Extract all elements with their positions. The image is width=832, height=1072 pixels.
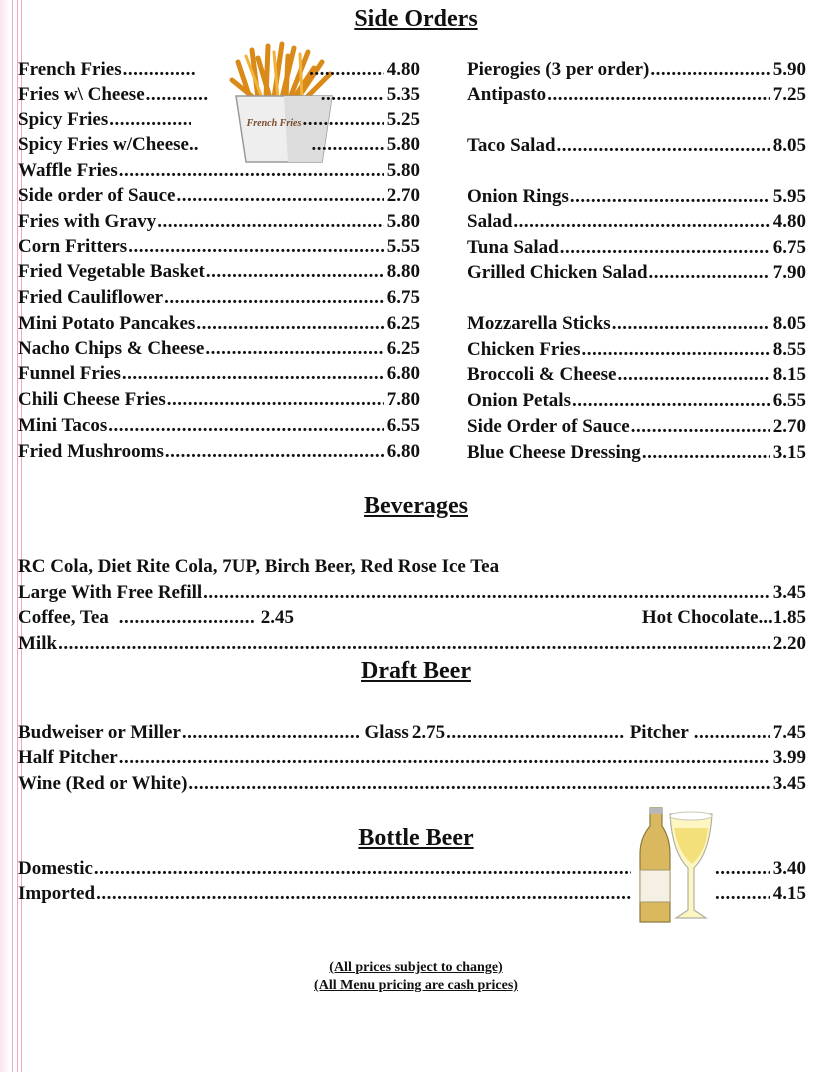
menu-item <box>467 339 806 361</box>
item-price: 6.55 <box>772 390 806 411</box>
item-price: 2.45 <box>260 607 294 628</box>
dot-leader <box>311 134 383 156</box>
menu-item <box>18 313 420 335</box>
item-price: 8.05 <box>772 313 806 334</box>
dot-leader <box>694 722 770 744</box>
dot-leader <box>58 633 770 655</box>
item-name: Milk <box>18 633 58 654</box>
menu-item <box>642 607 806 629</box>
dot-leader <box>196 313 383 335</box>
dot-leader <box>123 59 198 81</box>
item-name: Onion Rings <box>467 186 569 207</box>
item-name: Fried Cauliflower <box>18 287 164 308</box>
item-price: 5.80 <box>386 134 420 155</box>
dot-leader <box>642 442 770 464</box>
soda-list: RC Cola, Diet Rite Cola, 7UP, Birch Beer, Red Rose Ice Tea <box>18 556 500 577</box>
item-name: Corn Fritters <box>18 236 128 257</box>
item-price: 6.25 <box>386 313 420 334</box>
menu-item <box>467 237 806 259</box>
item-price: 7.90 <box>772 262 806 283</box>
item-name: Large With Free Refill <box>18 582 203 603</box>
item-price: 3.15 <box>772 442 806 463</box>
beer-bottle-glass-illustration <box>636 806 716 926</box>
item-price: 3.45 <box>772 582 806 603</box>
item-name: Domestic <box>18 858 93 879</box>
menu-item <box>18 415 420 437</box>
dot-leader <box>206 261 384 283</box>
dot-leader <box>96 883 631 905</box>
item-price: 5.35 <box>386 84 421 105</box>
menu-item <box>467 186 806 208</box>
bottle-beer-heading: Bottle Beer <box>358 825 474 851</box>
item-price: 5.80 <box>386 211 420 232</box>
item-price: 8.15 <box>772 364 806 385</box>
item-name: Salad <box>467 211 513 232</box>
menu-item <box>467 135 806 157</box>
dot-leader <box>94 858 631 880</box>
dot-leader <box>157 211 383 233</box>
menu-item <box>18 747 806 769</box>
item-name: Hot Chocolate... <box>641 607 773 628</box>
price-change-note: (All prices subject to change) <box>329 960 503 975</box>
dot-leader <box>128 236 384 258</box>
dot-leader <box>446 722 625 744</box>
dot-leader <box>560 237 770 259</box>
cash-price-note: (All Menu pricing are cash prices) <box>314 978 518 993</box>
item-price: 2.70 <box>386 185 420 206</box>
menu-item-price-row <box>714 883 806 905</box>
item-name: Spicy Fries w/Cheese.. <box>18 134 199 155</box>
dot-leader <box>122 363 384 385</box>
dot-leader <box>203 582 770 604</box>
dot-leader <box>570 186 770 208</box>
item-name: Fried Mushrooms <box>18 441 164 462</box>
item-price: 7.80 <box>386 389 420 410</box>
item-name: Half Pitcher <box>18 747 118 768</box>
item-name: Mozzarella Sticks <box>467 313 611 334</box>
item-price: 8.55 <box>772 339 806 360</box>
menu-item <box>18 134 420 156</box>
dot-leader <box>205 338 383 360</box>
menu-item <box>467 313 806 335</box>
menu-item <box>18 287 420 309</box>
menu-item <box>18 883 632 905</box>
item-price: 5.55 <box>386 236 420 257</box>
item-name: Wine (Red or White) <box>18 773 188 794</box>
menu-item <box>18 363 420 385</box>
dot-leader <box>146 84 209 106</box>
item-price: 8.05 <box>772 135 806 156</box>
item-name: Nacho Chips & Cheese <box>18 338 205 359</box>
dot-leader <box>119 747 770 769</box>
item-price: 6.75 <box>386 287 420 308</box>
item-price: 5.80 <box>386 160 420 181</box>
item-name: Blue Cheese Dressing <box>467 442 641 463</box>
dot-leader <box>108 415 384 437</box>
item-name: Chili Cheese Fries <box>18 389 166 410</box>
dot-leader <box>188 773 769 795</box>
menu-item <box>18 59 420 81</box>
dot-leader <box>309 59 384 81</box>
menu-item <box>18 582 806 604</box>
item-price: 4.15 <box>772 883 806 904</box>
pitcher-label: Pitcher <box>629 722 689 743</box>
glass-label: Glass <box>364 722 409 743</box>
menu-item <box>467 84 806 106</box>
item-price: 4.80 <box>386 59 420 80</box>
item-price: 6.75 <box>772 237 806 258</box>
item-name: Onion Petals <box>467 390 571 411</box>
menu-item <box>18 338 420 360</box>
dot-leader <box>715 858 770 880</box>
dot-leader <box>109 109 190 131</box>
dot-leader <box>321 84 384 106</box>
item-name: Budweiser or Miller <box>18 722 181 743</box>
item-name: Fries w\ Cheese <box>18 84 145 105</box>
item-name: Funnel Fries <box>18 363 121 384</box>
item-name: Waffle Fries <box>18 160 118 181</box>
menu-item <box>18 211 420 233</box>
item-name: Antipasto <box>467 84 547 105</box>
menu-item <box>467 442 806 464</box>
item-price: 3.99 <box>772 747 806 768</box>
dot-leader <box>182 722 361 744</box>
item-name: Side order of Sauce <box>18 185 176 206</box>
menu-item <box>18 858 632 880</box>
item-price: 6.25 <box>386 338 420 359</box>
menu-item <box>18 261 420 283</box>
item-name: Spicy Fries <box>18 109 109 130</box>
menu-item <box>18 160 420 182</box>
item-name: Grilled Chicken Salad <box>467 262 648 283</box>
item-name: Tuna Salad <box>467 237 559 258</box>
item-price: 8.80 <box>386 261 420 282</box>
page-edge-tint <box>0 0 10 1072</box>
beverages-heading: Beverages <box>364 493 468 519</box>
item-price: 3.45 <box>772 773 806 794</box>
dot-leader <box>164 287 384 309</box>
item-name: Broccoli & Cheese <box>467 364 617 385</box>
menu-item <box>467 59 806 81</box>
item-name: Imported <box>18 883 96 904</box>
dot-leader <box>119 607 255 629</box>
dot-leader <box>649 262 770 284</box>
item-price: 5.95 <box>772 186 806 207</box>
menu-item <box>18 633 806 655</box>
margin-line <box>12 0 13 1072</box>
pitcher-price: 7.45 <box>772 722 807 743</box>
menu-item <box>467 416 806 438</box>
dot-leader <box>513 211 769 233</box>
dot-leader <box>631 416 770 438</box>
dot-leader <box>715 883 770 905</box>
menu-item <box>18 185 420 207</box>
dot-leader <box>303 109 384 131</box>
menu-item <box>18 441 420 463</box>
item-price: 6.80 <box>386 441 420 462</box>
dot-leader <box>547 84 770 106</box>
item-name: Chicken Fries <box>467 339 581 360</box>
menu-item <box>18 84 420 106</box>
menu-item <box>18 773 806 795</box>
dot-leader <box>612 313 770 335</box>
menu-item <box>467 364 806 386</box>
menu-item <box>467 262 806 284</box>
item-price: 1.85 <box>772 607 806 628</box>
item-price: 6.55 <box>386 415 420 436</box>
item-price: 6.80 <box>386 363 420 384</box>
dot-leader <box>572 390 770 412</box>
item-price: 4.80 <box>772 211 806 232</box>
glass-price: 2.75 <box>411 722 446 743</box>
item-price: 3.40 <box>772 858 806 879</box>
dot-leader <box>557 135 770 157</box>
menu-item <box>18 722 806 744</box>
item-name: Fries with Gravy <box>18 211 157 232</box>
item-name: Mini Potato Pancakes <box>18 313 196 334</box>
dot-leader <box>650 59 769 81</box>
dot-leader <box>167 389 384 411</box>
side-orders-heading: Side Orders <box>354 6 478 32</box>
item-name: Mini Tacos <box>18 415 108 436</box>
dot-leader <box>165 441 384 463</box>
item-name: Side Order of Sauce <box>467 416 630 437</box>
item-name: Fried Vegetable Basket <box>18 261 205 282</box>
item-price: 5.90 <box>772 59 806 80</box>
menu-item <box>18 389 420 411</box>
item-name: Taco Salad <box>467 135 556 156</box>
dot-leader <box>119 160 384 182</box>
item-name: Pierogies (3 per order) <box>467 59 650 80</box>
dot-leader <box>618 364 770 386</box>
draft-beer-heading: Draft Beer <box>361 658 471 684</box>
item-name: French Fries <box>18 59 122 80</box>
dot-leader <box>176 185 383 207</box>
menu-item-price-row <box>714 858 806 880</box>
item-price: 5.25 <box>386 109 420 130</box>
menu-item <box>18 236 420 258</box>
item-price: 2.20 <box>772 633 806 654</box>
item-price: 2.70 <box>772 416 806 437</box>
dot-leader <box>581 339 769 361</box>
menu-item <box>467 211 806 233</box>
menu-item <box>18 109 420 131</box>
menu-item <box>18 607 294 629</box>
item-price: 7.25 <box>772 84 806 105</box>
menu-item <box>467 390 806 412</box>
item-name: Coffee, Tea <box>18 607 109 628</box>
fries-box-label: French Fries <box>246 118 302 129</box>
